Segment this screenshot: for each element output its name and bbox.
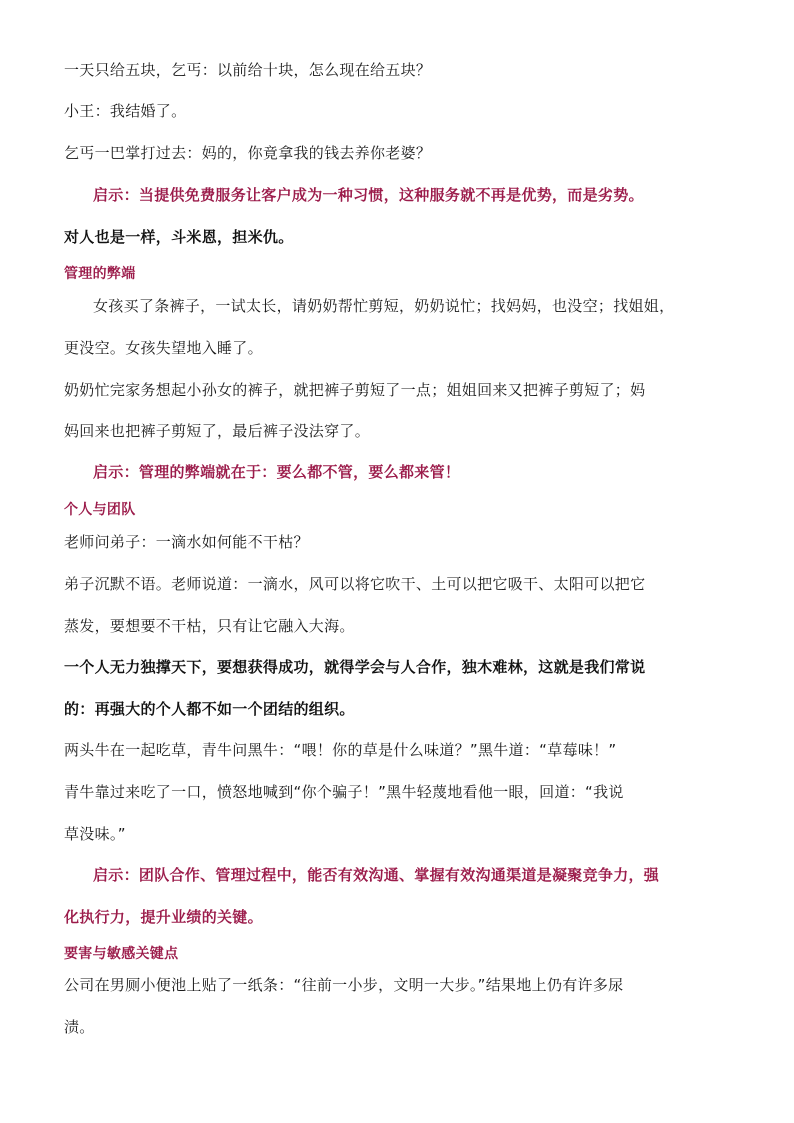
paragraph: 小王：我结婚了。 <box>64 102 187 120</box>
paragraph: 女孩买了条裤子，一试太长，请奶奶帮忙剪短，奶奶说忙；找妈妈，也没空；找姐姐， <box>93 297 675 315</box>
paragraph: 青牛靠过来吃了一口，愤怒地喊到“你个骗子！”黑牛轻蔑地看他一眼，回道：“我说 <box>64 783 624 801</box>
insight-paragraph: 启示：当提供免费服务让客户成为一种习惯，这种服务就不再是优势，而是劣势。 <box>93 186 644 204</box>
bold-paragraph: 一个人无力独撑天下，要想获得成功，就得学会与人合作，独木难林，这就是我们常说 <box>64 658 646 676</box>
section-heading: 个人与团队 <box>64 502 136 518</box>
paragraph: 渍。 <box>64 1018 95 1036</box>
insight-paragraph: 化执行力，提升业绩的关键。 <box>64 908 263 926</box>
paragraph: 蒸发，要想要不干枯，只有让它融入大海。 <box>64 617 355 635</box>
insight-paragraph: 启示：团队合作、管理过程中，能否有效沟通、掌握有效沟通渠道是凝聚竞争力，强 <box>93 866 660 884</box>
paragraph: 两头牛在一起吃草，青牛问黑牛：“喂！你的草是什么味道？”黑牛道：“草莓味！” <box>64 741 617 759</box>
paragraph: 更没空。女孩失望地入睡了。 <box>64 339 263 357</box>
paragraph: 一天只给五块，乞丐：以前给十块，怎么现在给五块？ <box>64 61 432 79</box>
paragraph: 乞丐一巴掌打过去：妈的，你竟拿我的钱去养你老婆？ <box>64 144 432 162</box>
bold-paragraph: 的：再强大的个人都不如一个团结的组织。 <box>64 700 355 718</box>
paragraph: 公司在男厕小便池上贴了一纸条：“往前一小步，文明一大步。”结果地上仍有许多尿 <box>64 976 624 994</box>
paragraph: 老师问弟子：一滴水如何能不干枯？ <box>64 533 309 551</box>
insight-paragraph: 启示：管理的弊端就在于：要么都不管，要么都来管！ <box>93 463 461 481</box>
paragraph: 妈回来也把裤子剪短了，最后裤子没法穿了。 <box>64 422 371 440</box>
paragraph: 奶奶忙完家务想起小孙女的裤子，就把裤子剪短了一点；姐姐回来又把裤子剪短了；妈 <box>64 381 646 399</box>
section-heading: 要害与敏感关键点 <box>64 946 179 962</box>
section-heading: 管理的弊端 <box>64 266 136 282</box>
paragraph: 草没味。” <box>64 825 126 843</box>
paragraph: 弟子沉默不语。老师说道：一滴水，风可以将它吹干、土可以把它吸干、太阳可以把它 <box>64 575 646 593</box>
bold-paragraph: 对人也是一样，斗米恩，担米仇。 <box>64 228 294 246</box>
